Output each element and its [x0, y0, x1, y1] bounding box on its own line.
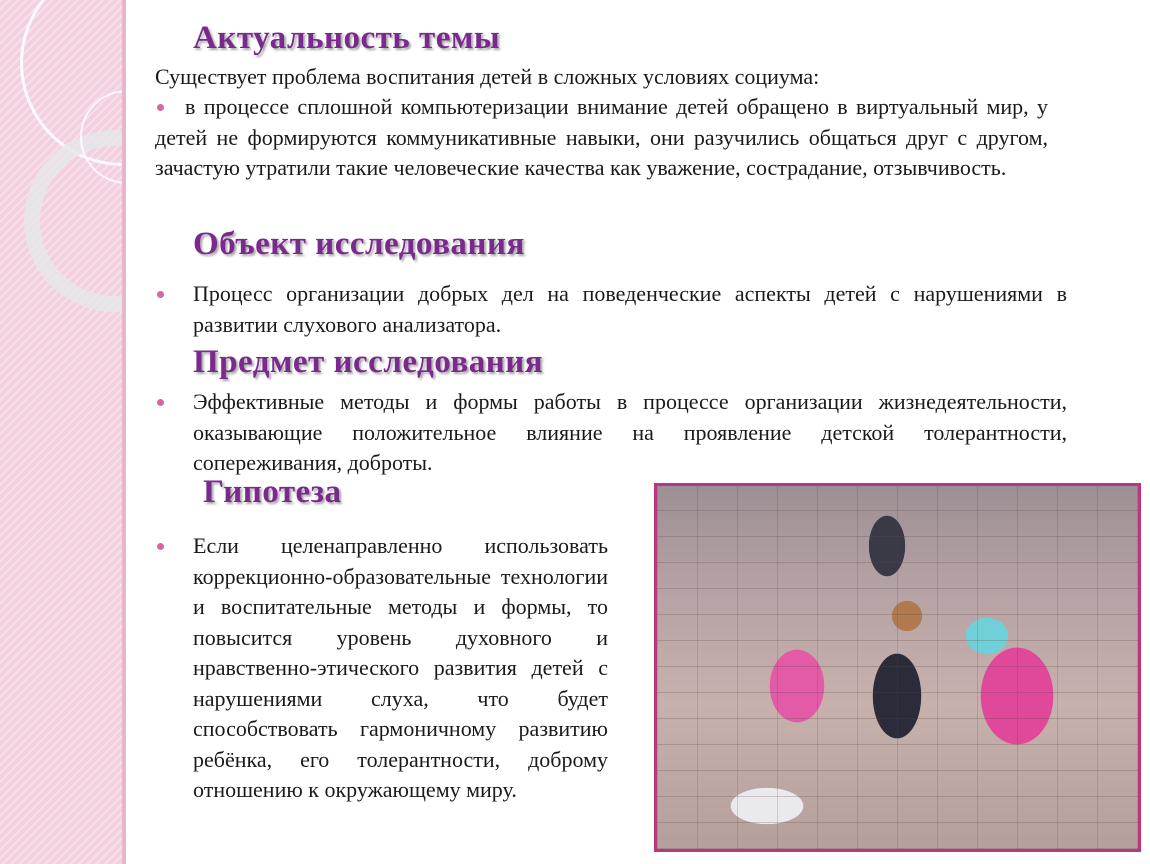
- heading-relevance: Актуальность темы: [193, 20, 501, 56]
- hypothesis-bullet-text: Если целенаправленно использовать коррекционно-образовательные технологии и воспитательные методы и формы, то повысится уровень духовного и нравственно-этического развития детей с нарушениями слуха, что будет способствовать гармоничному развитию ребёнка, его толерантности, доброму отношению к окружающему миру.: [193, 533, 608, 802]
- decorative-side-panel: [0, 0, 126, 864]
- relevance-intro: Существует проблема воспитания детей в сложных условиях социума:: [155, 64, 820, 89]
- relevance-bullet-text: в процессе сплошной компьютеризации внимание детей обращено в виртуальный мир, у детей не формируются коммуникативные навыки, они разучились общаться друг с другом, зачастую утратили такие человеческие качества как уважение, сострадание, отзывчивость.: [155, 94, 1048, 180]
- object-bullet-text: Процесс организации добрых дел на поведенческие аспекты детей с нарушениями в развитии слухового анализатора.: [193, 281, 1067, 337]
- photo-pavement-texture: [657, 486, 1138, 849]
- heading-hypothesis: Гипотеза: [203, 474, 342, 510]
- panel-edge: [122, 0, 126, 864]
- bullet-marker: [157, 291, 164, 298]
- heading-object: Объект исследования: [193, 226, 525, 262]
- bullet-marker: [157, 543, 164, 550]
- subject-bullet-text: Эффективные методы и формы работы в процессе организации жизнедеятельности, оказывающие положительное влияние на проявление детской толерантности, сопереживания, доброты.: [193, 389, 1067, 475]
- children-feeding-pigeons-photo: [654, 483, 1141, 852]
- heading-subject: Предмет исследования: [193, 344, 544, 380]
- bullet-marker: [157, 399, 164, 406]
